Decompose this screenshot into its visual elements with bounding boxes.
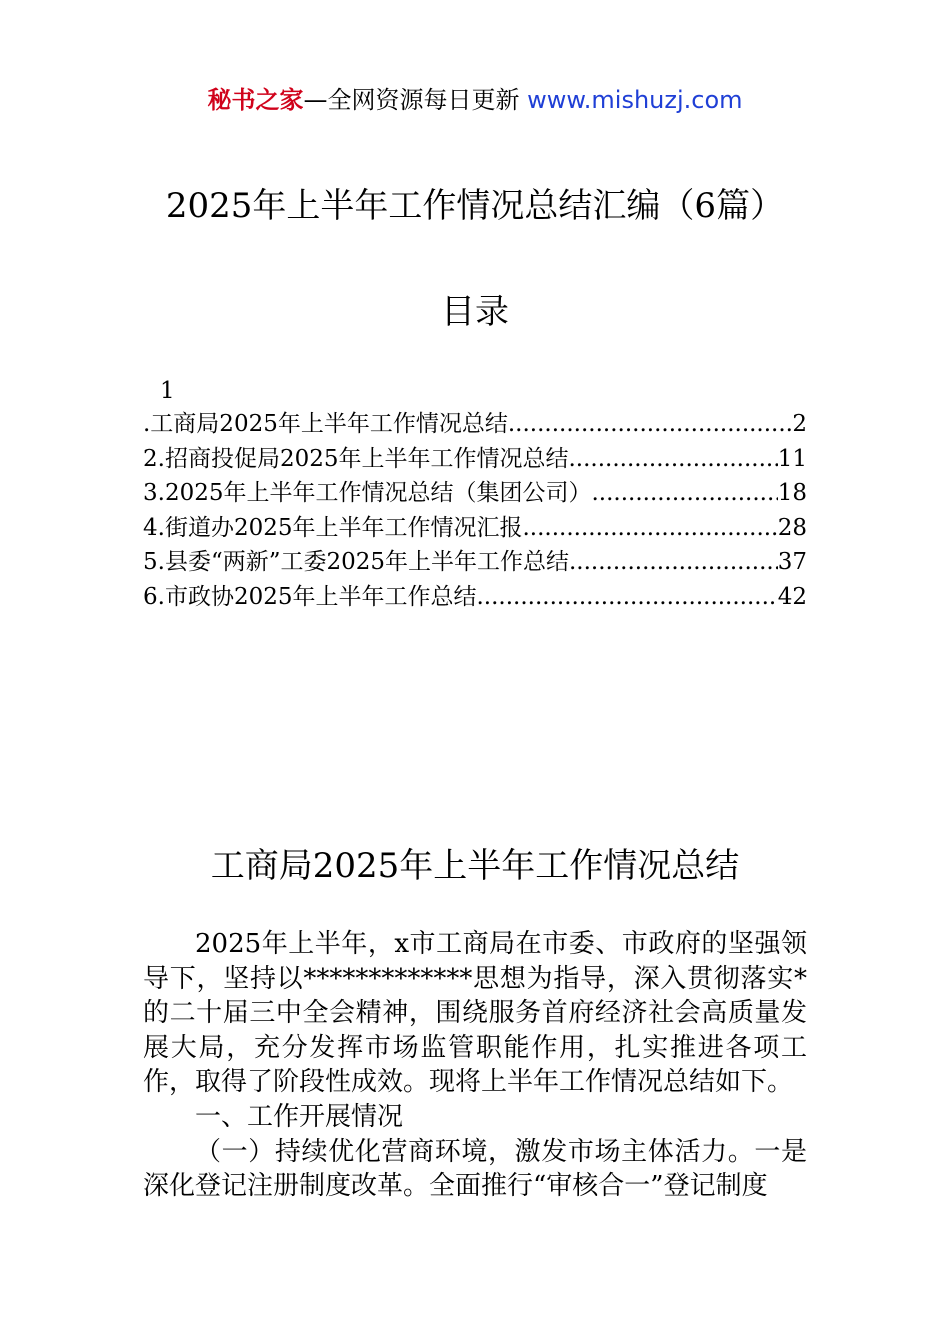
body-paragraph: （一）持续优化营商环境，激发市场主体活力。一是深化登记注册制度改革。全面推行“审核合一”登记制度 [143,1136,807,1202]
toc-entry-label: .工商局2025年上半年工作情况总结 [143,411,508,437]
toc-entry-label: 3.2025年上半年工作情况总结（集团公司） [143,480,592,507]
toc-entry-page: 11 [777,445,807,472]
toc-leader-dots [508,407,793,442]
toc-entry-page: 18 [777,480,807,507]
toc-leader-dots [591,476,777,511]
toc-entry-label: 4.街道办2025年上半年工作情况汇报 [143,514,523,541]
toc-entry-page: 28 [777,514,807,541]
site-header [0,80,950,115]
toc-leader-dots [522,511,777,546]
toc-entry[interactable] [143,476,807,511]
section-title: 工商局2025年上半年工作情况总结 [210,846,740,886]
table-of-contents [143,376,807,615]
toc-entry-page: 42 [777,583,807,610]
toc-entry-label: 2.招商投促局2025年上半年工作情况总结 [143,445,569,472]
toc-entry[interactable] [143,511,807,546]
toc-heading: 目录 [441,292,509,332]
section-body [143,927,807,1204]
toc-entry[interactable] [143,442,807,477]
toc-entry[interactable] [143,580,807,615]
header-tagline: —全网资源每日更新 [303,86,528,114]
toc-leader-dots [569,545,778,580]
brand-name: 秘书之家 [207,86,304,114]
toc-entry-label: 5.县委“两新”工委2025年上半年工作总结 [143,549,569,576]
toc-entry-page: 2 [792,411,807,437]
toc-leader-dots [476,580,777,615]
document-title: 2025年上半年工作情况总结汇编（6篇） [165,186,785,226]
toc-entry-label: 6.市政协2025年上半年工作总结 [143,583,477,610]
toc-entry-page: 37 [777,549,807,576]
toc-first-number: 1 [160,378,175,404]
body-paragraph: 2025年上半年，x市工商局在市委、市政府的坚强领导下，坚持以*************思想为指导，深入贯彻落实*的二十届三中全会精神，围绕服务首府经济社会高质量发展大局，充分发挥市场监管职能作用，扎实推进各项工作，取得了阶段性成效。现将上半年工作情况总结如下。 [143,929,807,1098]
toc-entry[interactable] [143,545,807,580]
toc-entry[interactable] [143,407,807,442]
site-url-link[interactable]: www.mishuzj.com [527,86,743,114]
toc-leader-dots [568,442,777,477]
body-heading: 一、工作开展情况 [195,1101,404,1132]
